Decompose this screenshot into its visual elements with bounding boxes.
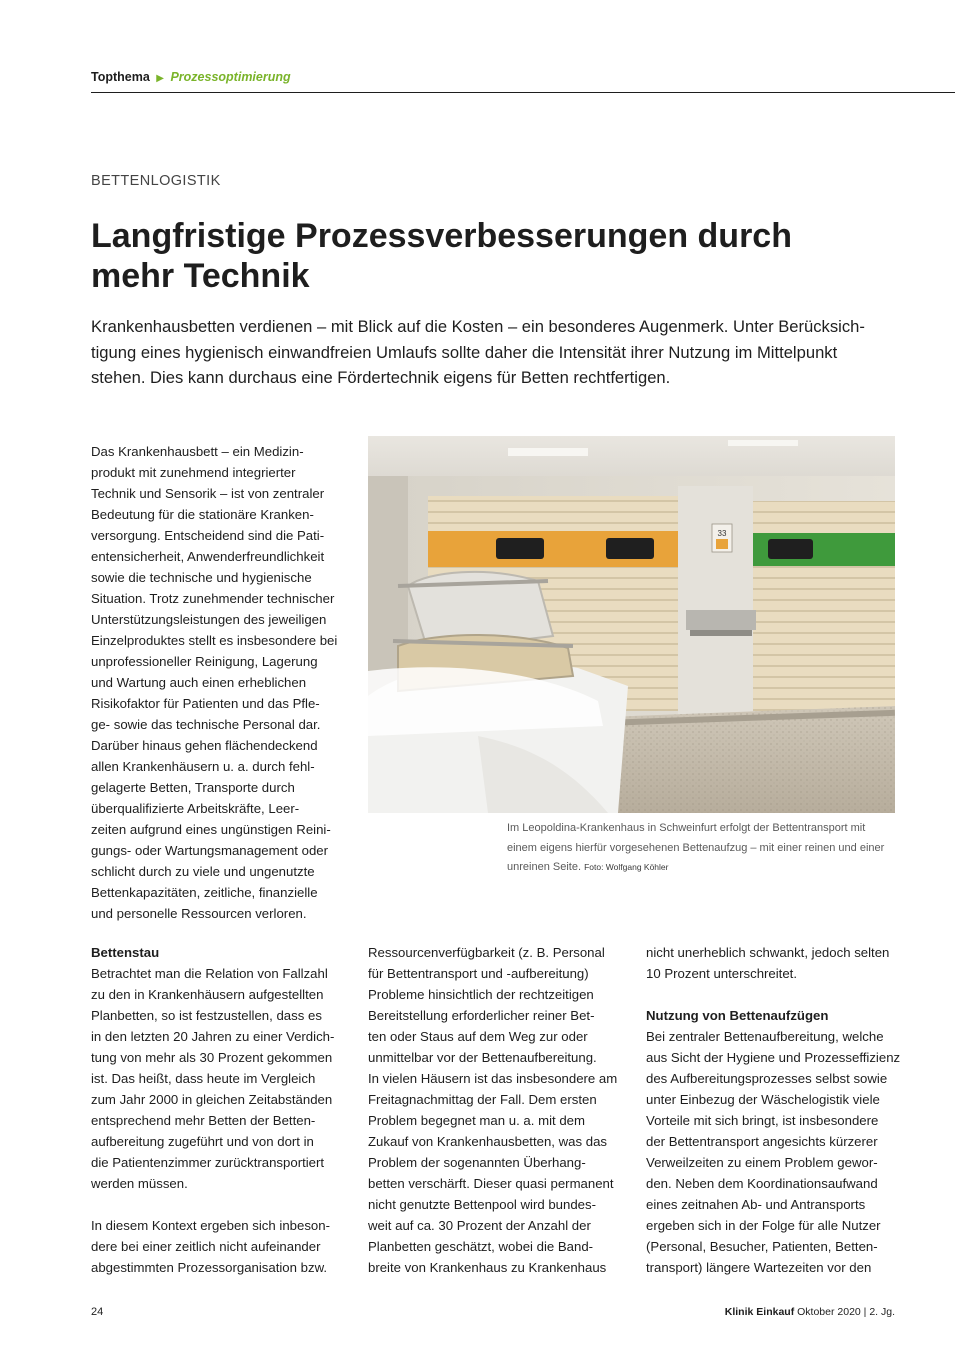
footer-magazine-info <box>725 1306 895 1318</box>
paragraph: In diesem Kontext ergeben sich inbeson- dere bei einer zeitlich nicht aufeinander abgestimmten Prozessorganisation bzw. <box>91 1218 330 1275</box>
hospital-bed-elevator-photo <box>368 436 895 813</box>
article-title: Langfristige Prozessverbesserungen durch mehr Technik <box>91 217 792 295</box>
paragraph: Betrachtet man die Relation von Fallzahl zu den in Krankenhäusern aufgestellten Planbetten, so ist festzustellen, dass es in den letzten 20 Jahren zu einer Verdich- tung von mehr als 30 Prozent gekommen ist. Das heißt, dass heute im Vergleich zum Jahr 2000 in gleichen Zeitabständen entsprechend mehr Betten der Betten- aufbereitung zugeführt und von dort in die Patientenzimmer zurücktransportiert werden müssen. <box>91 966 335 1191</box>
article-photo <box>368 436 895 813</box>
paragraph: Ressourcenverfügbarkeit (z. B. Personal für Bettentransport und -aufbereitung) Probleme hinsichtlich der rechtzeitigen Bereitstellung erforderlicher reiner Bet- ten oder Staus auf dem Weg zur oder unmittelbar vor der Bettenaufbereitung. In vielen Häusern ist das insbesondere am Freitagnachmittag der Fall. Dem ersten Problem begegnet man u. a. mit dem Zukauf von Krankenhausbetten, was das Problem der sogenannten Überhang- betten verschärft. Dieser quasi permanent nicht genutzte Bettenpool wird bundes- weit auf ca. 30 Prozent der Anzahl der Planbetten geschätzt, wobei die Band- breite von Krankenhaus zu Krankenhaus <box>368 945 618 1275</box>
article-kicker: BETTENLOGISTIK <box>91 173 221 189</box>
door-sign-number: 33 <box>717 529 727 538</box>
column-1 <box>91 942 353 1278</box>
caption-text: Im Leopoldina-Krankenhaus in Schweinfurt erfolgt der Bettentransport mit einem eigens hierfür vorgesehenen Bettenaufzug – mit einer reinen und einer unreinen Seite. <box>507 822 885 873</box>
paragraph: Bei zentraler Bettenaufbereitung, welche aus Sicht der Hygiene und Prozesseffizienz des Aufbereitungsprozesses selbst sowie unter Einbezug der Wäschelogistik viele Vorteile mit sich bringt, ist insbesondere der Bettentransport angesichts kürzerer Verweilzeiten zu einem Problem gewor- den. Neben dem Koordinationsaufwand eines zeitnahen Ab- und Antransports ergeben sich in der Folge für alle Nutzer (Personal, Besucher, Patienten, Betten- transport) längere Wartezeiten vor den <box>646 1029 901 1275</box>
magazine-name: Klinik Einkauf <box>724 1306 795 1318</box>
column-2 <box>368 942 630 1278</box>
photo-credit: Foto: Wolfgang Köhler <box>584 862 669 872</box>
photo-caption <box>507 819 897 878</box>
triangle-arrow-icon: ▶ <box>156 73 164 84</box>
section-heading-bettenstau: Bettenstau <box>91 945 160 960</box>
topic-label: Prozessoptimierung <box>170 70 291 84</box>
section-label: Topthema <box>91 70 150 84</box>
intro-paragraph: Das Krankenhausbett – ein Medizin- produkt mit zunehmend integrierter Technik und Sensorik – ist von zentraler Bedeutung für die stationäre Kranken- versorgung. Entscheidend sind die Pati- entensicherheit, Anwenderfreundlichkeit sowie die technische und hygienische Situation. Trotz zunehmender technischer Unterstützungsleistungen des jeweiligen Einzelproduktes stellt es insbesondere bei unprofessioneller Reinigung, Lagerung und Wartung auch einen erheblichen Risikofaktor für Patienten und das Pfle- ge- sowie das technische Personal dar. Darüber hinaus gehen flächendeckend allen Krankenhäusern u. a. durch fehl- gelagerte Betten, Transporte durch überqualifizierte Arbeitskräfte, Leer- zeiten aufgrund eines ungünstigen Reini- gungs- oder Wartungsmanagement oder schlicht durch zu viele und ungenutzte Bettenkapazitäten, zeitliche, finanzielle und personelle Ressourcen verloren. <box>91 444 338 921</box>
page-number: 24 <box>91 1306 104 1318</box>
running-header <box>91 70 291 84</box>
article-lead: Krankenhausbetten verdienen – mit Blick auf die Kosten – ein besonderes Augenmerk. Unter Berücksichtigung eines hygienisch einwandfreien Umlaufs sollte daher die Intensität ihrer Nutzung im Mittelpunkt stehen. Dies kann durchaus eine Fördertechnik eigens für Betten rechtfertigen. <box>91 317 865 387</box>
section-heading-bettenaufzuege: Nutzung von Bettenaufzügen <box>646 1008 829 1023</box>
issue-info: Oktober 2020 | 2. Jg. <box>797 1306 895 1318</box>
column-3 <box>646 942 908 1278</box>
header-divider <box>91 92 955 93</box>
paragraph: nicht unerheblich schwankt, jedoch selten 10 Prozent unterschreitet. <box>646 945 890 981</box>
